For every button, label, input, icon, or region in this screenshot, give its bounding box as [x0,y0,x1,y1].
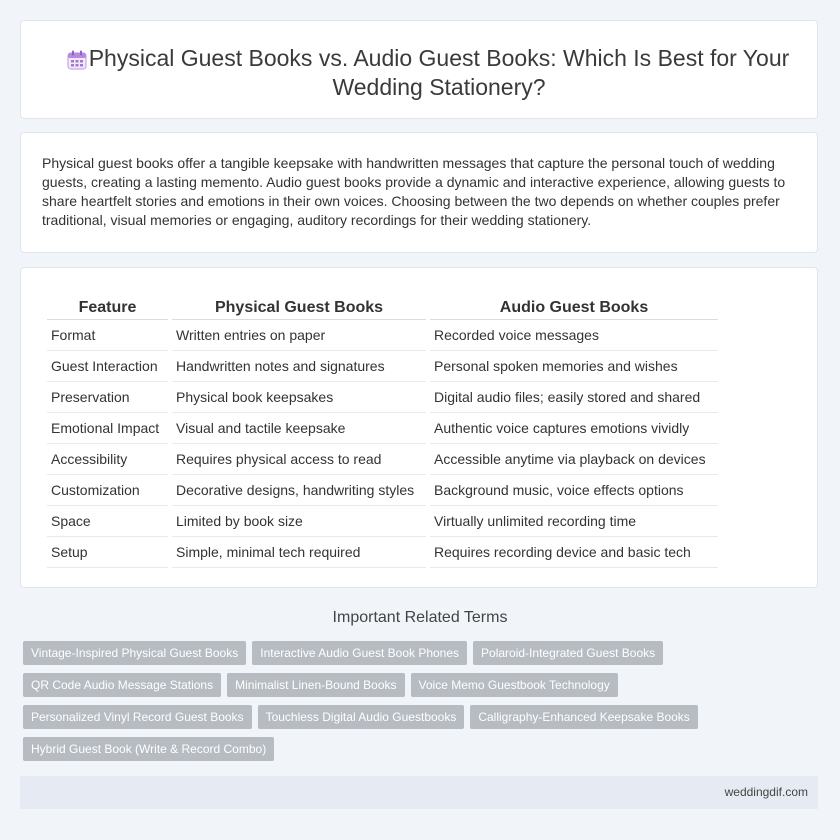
tag-polaroid[interactable]: Polaroid-Integrated Guest Books [473,641,663,665]
header-physical: Physical Guest Books [172,295,426,320]
intro-card [20,132,818,253]
cell-feature: Emotional Impact [47,413,168,444]
tag-hybrid[interactable]: Hybrid Guest Book (Write & Record Combo) [23,737,274,761]
cell-physical: Requires physical access to read [172,444,426,475]
table-row [47,537,718,568]
related-terms-heading: Important Related Terms [332,609,508,626]
cell-audio: Recorded voice messages [430,320,718,351]
tag-voice-memo[interactable]: Voice Memo Guestbook Technology [411,673,618,697]
page-title: Physical Guest Books vs. Audio Guest Books: Which Is Best for Your Wedding Stationery? [88,45,790,100]
cell-physical: Physical book keepsakes [172,382,426,413]
table-row [47,413,718,444]
comparison-card [20,267,818,588]
tag-vintage-physical[interactable]: Vintage-Inspired Physical Guest Books [23,641,246,665]
table-row [47,444,718,475]
cell-feature: Space [47,506,168,537]
tag-qr-code[interactable]: QR Code Audio Message Stations [23,673,221,697]
cell-audio: Background music, voice effects options [430,475,718,506]
cell-audio: Virtually unlimited recording time [430,506,718,537]
cell-physical: Decorative designs, handwriting styles [172,475,426,506]
header-feature: Feature [47,295,168,320]
tag-touchless-digital[interactable]: Touchless Digital Audio Guestbooks [258,705,465,729]
cell-feature: Format [47,320,168,351]
cell-physical: Visual and tactile keepsake [172,413,426,444]
footer [20,776,818,809]
cell-audio: Accessible anytime via playback on devices [430,444,718,475]
cell-audio: Requires recording device and basic tech [430,537,718,568]
intro-paragraph: Physical guest books offer a tangible keepsake with handwritten messages that capture the personal touch of wedding guests, creating a lasting memento. Audio guest books provide a dynamic and interactive experience, allowing guests to share heartfelt stories and emotions in their own voices. Choosing between the two depends on whether couples prefer traditional, visual memories or engaging, auditory recordings for their wedding stationery. [42,155,786,228]
cell-physical: Simple, minimal tech required [172,537,426,568]
cell-feature: Accessibility [47,444,168,475]
header-card [20,20,818,119]
tag-vinyl-record[interactable]: Personalized Vinyl Record Guest Books [23,705,252,729]
footer-site-link[interactable]: weddingdif.com [724,785,808,799]
cell-audio: Digital audio files; easily stored and shared [430,382,718,413]
cell-physical: Handwritten notes and signatures [172,351,426,382]
table-row [47,475,718,506]
table-row [47,382,718,413]
related-terms-list [23,641,723,769]
tag-calligraphy[interactable]: Calligraphy-Enhanced Keepsake Books [470,705,697,729]
cell-audio: Authentic voice captures emotions vividly [430,413,718,444]
cell-feature: Preservation [47,382,168,413]
table-header-row [47,295,718,320]
header-audio: Audio Guest Books [430,295,718,320]
tag-linen-bound[interactable]: Minimalist Linen-Bound Books [227,673,404,697]
cell-physical: Limited by book size [172,506,426,537]
cell-physical: Written entries on paper [172,320,426,351]
comparison-table [43,295,722,568]
tag-audio-phones[interactable]: Interactive Audio Guest Book Phones [252,641,467,665]
cell-audio: Personal spoken memories and wishes [430,351,718,382]
table-row [47,506,718,537]
table-row [47,320,718,351]
cell-feature: Customization [47,475,168,506]
cell-feature: Setup [47,537,168,568]
table-row [47,351,718,382]
cell-feature: Guest Interaction [47,351,168,382]
